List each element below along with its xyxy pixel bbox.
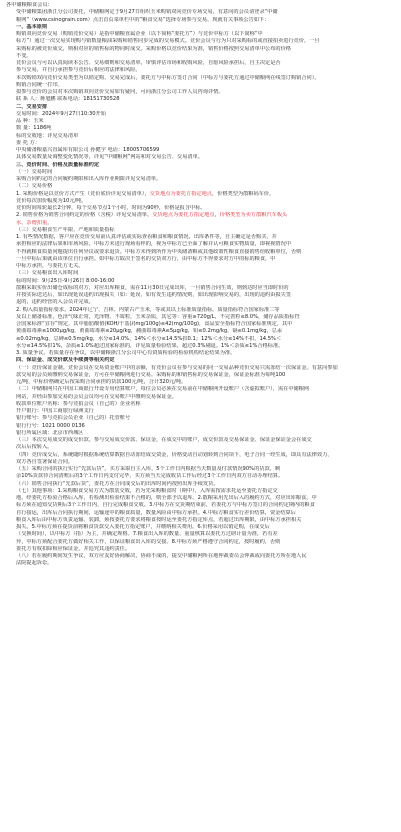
paragraph-p41 [6,365,393,387]
paragraph-s4 [6,357,393,364]
paragraph-p47 [6,488,393,553]
paragraph-p3 [6,75,393,97]
paragraph-p48 [6,553,393,568]
text-line: 自行接运，出库后合同执行期间，运输途中的粮食质量，数量风险由中标方承担。4.中标方粮食实行差价结算，资金结算后 [16,509,296,516]
text-line: 余10%货款待合同清账后的3个工作日内支付完毕，买方须当天完成收货工作后经过3个工作日内双方自动办理结算。 [16,473,284,480]
text-line: 不得就粮食质量问题提出任何异议或要求退货。中标方未得到所作为中央储备粮或其他政策性粮食直接销售给收粮单位，否则 [16,248,302,255]
paragraph-time [6,111,393,162]
text-line: 黄曲霉毒素≤1000μg/kg，黄曲霉毒素≤20μg/kg，赭曲霉毒素A≤5μg/kg，铅≤0.2mg/kg，镉≤0.1mg/kg，总汞 [16,328,283,335]
text-line: （三）本次交易成交的成交价款、参与交易成交价款、保证金，在成交中的账户，成交价款及交易保证金、保证金保证金会在成交 [16,437,312,443]
highlight-text: 交货地点为委托方指定地点 [152,212,215,219]
text-line: 地，经委托方检验合格后入库，若检测出检验结果不合格的，则全部予以退库。2.散粮采用先出后入的履约方式，对应出库粮食，中 [16,495,317,501]
text-line: 法院提起诉讼。 [16,560,53,567]
text-line: 交易时间：2024年9月27日10:30开始 [16,110,106,117]
text-line: 开户银行：中国工商银行绿洲支行 [16,408,94,414]
paragraph-p45 [6,466,393,481]
paragraph-p31 [6,169,393,227]
text-line: 承担相应的法律后果和市场风险。中标方未进行现场看样的，视为中标方已全面了解并认可粮食实物质量，即视视情况中 [16,241,291,248]
section-heading: 四、保证金、成交价款及手续费等相关约定 [16,357,115,364]
paragraph-p35 [6,350,393,357]
text-line: （八）若在履约期间发生争议，双方应友好协商解决，协商不成的，提交中储粮网所在地仲裁委员会仲裁或向委托方所在地人民 [16,553,307,559]
text-line: 散粮采取实价出储仓成标的对方，对应出库粮食，需在11月30日完成出库，一旦销售合同生效，则到达时应当即时价的 [16,284,289,291]
text-line: （交换时间），以中标方（指）为主，并确定规格。7.粮食出入库的数量、重量核算以委托方过磅计量为准，若有差 [16,531,278,538]
text-line: 1. 采购价格是以竞价方式产生（竞价底价详见交易清单），交货地点为委托方指定地点，价格类型为散粮码车价。 [16,190,275,197]
text-line: 并按实际送达后，如出现延误违约出现损失（如：延误、如有发生违约情况则，如出现影响交易的，出现的违约由损失签 [16,292,291,298]
text-line: 购销合同统一打印。 [16,81,63,88]
text-line: 网站，并经由参加交易的会员会员均可在交易账户中缴纳交易保证金。 [16,393,177,400]
text-line: 竞价会员与可以认真阅读本公告、交易细则和交易清单，审慎评估市场和收购风险，自愿风险承担后，自主决定是否 [16,60,281,66]
text-line: 粮网”（www.csinograin.com）点击首页菜单栏中的“粮食交易”选择专场参与交易，现就有关事项公告如下： [16,16,270,23]
text-line: 2. 购入质量指标要求。2024年辽宁、吉林、内蒙古产玉米，等或其以上标准质量指标。质量指标符合国家标准二等 [16,306,280,313]
text-line: （一）竞价保证金制。竞价会员在交易资金账户中的余额，有竞价会员在参与交易的同一交易品种竞价交易只需冻结一次保证金。有意向参加 [16,364,338,371]
highlight-text: 价格类型为卖方散粮汽车板头 [219,212,288,219]
highlight-text: 交货地点为委托方指定地点 [149,190,212,197]
text-line: 不变。 [16,52,32,59]
paragraph-p42 [6,386,393,401]
paragraph-bank [6,401,393,437]
text-line: 标方”）通过一次交易实现购与销数量粮油采购和销售同步完成的交易模式。竞价会员与行为只对采购标的或直接拍卖进行竞价，一旦 [16,38,320,45]
text-line: 标方须在通知交货期后3个工作日内，自行完成粮食交收。3.中标方在交货期结束前，若委托方与中标方签订的合同约定期内的粮食 [16,502,315,509]
text-line: 中央储备粮嘉兴直属库有限公司 孙健宇 电话：18005706599 [16,147,160,153]
text-line: 具体交易数量及调整变化情况等，详见“中储粮网”网站和对交易公告、交易清单。 [16,154,203,161]
text-line: 品 种：玉米 [16,118,44,124]
paragraph-p1 [6,31,393,60]
text-line: 双方各自签署保证合同。 [16,458,74,465]
text-line: 拟参与竞价的会员对本次购销双向竞价交易如有疑问，可向浙江分公司工作人员咨询详情。 [16,89,224,95]
text-line: 1. 有些情况数据，客户应在竞价交易前认真评估或实际查看粮食和粮食情况，出库条件等，自主确定是否购买，并 [16,234,277,240]
paragraph-contact [6,96,393,103]
text-line: 委托方有权扣除相应保证金，并追究其违约责任。 [16,545,131,552]
text-line: （六）销售合同执行“先款后货”，委托方在合同成交后的出库时间内按照出库手续发货。 [16,480,219,487]
paragraph-p34 [6,307,393,351]
section-heading: 二、交易安排 [16,103,48,110]
text-line: 收款单位账户名称：参与竞拍会员（自己的）企业名称 [16,400,141,407]
text-line: 参与交易，并自行承担参与竞价后相应的法律和风险。 [16,67,141,74]
paragraph-p46 [6,481,393,488]
text-line: （三）交易粮食出入库时间 [16,270,79,277]
text-line: 及以上储备标准，色泽气味正常，光泽物、不霉粒，玉米杂质，其它等：容重≥720g/L，不完善粒≤8.0%，储存品质指标符 [16,313,300,320]
paragraph-p33 [6,270,393,306]
text-line: 采购标的被竞价成交，则相对应的销售标的物同时成交。采购价格以竞价结果为准，销售价格按照交易清单中公布的价格 [16,45,291,52]
text-line: 退的，违约经营的入会员并完成。 [16,299,94,306]
paragraph-intro [6,9,393,24]
text-line: 银行所属区域：北京市西城区 [16,429,84,436]
text-line: （二）交易价格 [16,183,53,190]
announcement-body [6,2,393,568]
text-line: 元/吨，中标价格确定后按采购合同承担的货款100元/吨，合计320元/吨。 [16,379,187,385]
section-heading: 三、竞价时间、价格及质量标准约定 [16,161,100,168]
text-line: 标的交收地：详见交易清单 [16,132,79,139]
text-line: 标的时间：9月25日-9月26日 8:00-16:00 [16,277,115,284]
text-line: 中标方承担，与委托方无关。 [16,263,84,269]
text-line: 粮食入库后由中标方负责运输、装卸，须按委托方要求将粮食按时运至委托方指定库点，若超过出库期限，由中标方承担相关 [16,516,302,523]
paragraph-s3 [6,162,393,169]
text-line: （三）交易粮食生产年限、产地和质量指标 [16,226,115,233]
text-line: 损失。5.中标方须在提货前将粮食货款交入委托方指定账户，并缴纳相关费用。6.价格采用以销定购，在成交后 [16,524,270,530]
text-line: 数 量：1186吨 [16,125,52,132]
paragraph-s1 [6,24,393,31]
text-line: 水、杂增扣重。 [16,219,53,226]
text-line: 委 托 方： [16,139,41,146]
paragraph-p32 [6,227,393,271]
text-line: （二）中储粮网只在中国工商银行开设专用结算账户，每位会员必须在交易前在中储粮网开设账户（含虚拟账户），需在中储粮网 [16,386,310,393]
text-line: 采购合同约定的合同履约期限和出入库作业期限详见交易清单。 [16,176,162,182]
text-line: 购销双向竞价交易（购销竞价交易）是指中储粮直属企业（以下简称“委托方”）与竞价中标方（以下简称“中 [16,31,263,37]
text-line: 异，中标方须配合委托方做好相关工作，以保证粮食出入库的交接。8.中标方须严格遵守合同约定，按时履约，否则 [16,538,281,545]
text-line: 竞价时间每轮最长2分钟，每个交易节点1个小时，时间为90秒，价格是报含中标。 [16,205,206,211]
paragraph-p2 [6,60,393,75]
salutation: 各中储粮粮食会员： [6,2,53,8]
text-line: （五）采购合同的执行实行“先款后货”。买方采取自主入库、5个工作日内根据当天数量及付款情况90%的货款，剩 [16,466,281,472]
text-line: 联 系 人：蒋旭鹏 联系电话：18151730528 [16,96,120,103]
text-line: 竞价每次加价幅度为10元/吨。 [16,197,87,204]
text-line: （七）其他事项：1.采购粮食交易方式为散装交收，若为先采购粮食时（期中），入库需按需求托运至委托方指定交 [16,487,278,494]
text-line: 次后后按转入。 [16,444,53,451]
text-line: （一）交易时间 [16,168,53,175]
text-line: 2. 销售价格为销售合同约定的价格（含税）详见交易清单，交货地点为委托方指定地点，价格类型为卖方散粮汽车板头 [16,212,288,219]
text-line: 本次购销双向竞价交易类型为以销定购，交易完成后，委托方与中标方签订合同（中标方与委托方通过中储粮网在线签订购销合同）， [16,74,320,81]
text-line: 一旦中标后果就由该单位自行承担。如中标方取决于签名的交货双方行，由中标方不得要求对方中的标的粮食，中 [16,255,276,262]
text-line: 合国家标准“宜存”规定，其中脂肪酸值(KOH/干基)/(mg/100g)≤42(mg/100g)，食品安全指标符合国家标准规定，其中 [16,321,293,327]
text-line: ≤0.02mg/kg，总砷≤0.5mg/kg，水分≤14.0%，14%＜水分≤14.5%扣0.1；12%＜水分≤14%不扣，14.5%＜ [16,335,282,342]
text-line: 银行账号：参与竞拍会员企业（自己的）托管账号 [16,415,131,422]
text-line: 受中储粮集团浙江分公司委托，中储粮网定于9月27日组织玉米购销双向竞价专场交易，有意向的会员请登录“中储 [16,9,278,16]
paragraph-p43 [6,437,393,452]
section-heading: 一、基本原则 [16,23,48,30]
text-line: 款交易的会员须缴纳交易保证金，方可在中储粮网进行交易。采购标的和销售标的交易保证金，保证金标准为每吨100 [16,371,286,378]
paragraph-s2 [6,104,393,111]
text-line: 银行行号：1021 0000 0136 [16,422,85,429]
highlight-text: 水、杂增扣重 [16,219,48,226]
text-line: （四）竞价成交后，系统随时根据系统结算数据自动冻结成交资金，价格变动自动划转到合同项下，电子合同一经生成，即具有法律效力， [16,451,333,458]
text-line: 3. 质量争议。若质量存在争议，以中储粮浙江分公司中心有资质检验的检验机构结论结果为准。 [16,350,236,356]
text-line: 水分≤14.5%扣1%，杂质≤1.0%超过国家标准的，详见质量检验结果，超过0.3%剔退。1%＜杂质≤1%合格标准。 [16,342,284,349]
paragraph-p44 [6,452,393,467]
